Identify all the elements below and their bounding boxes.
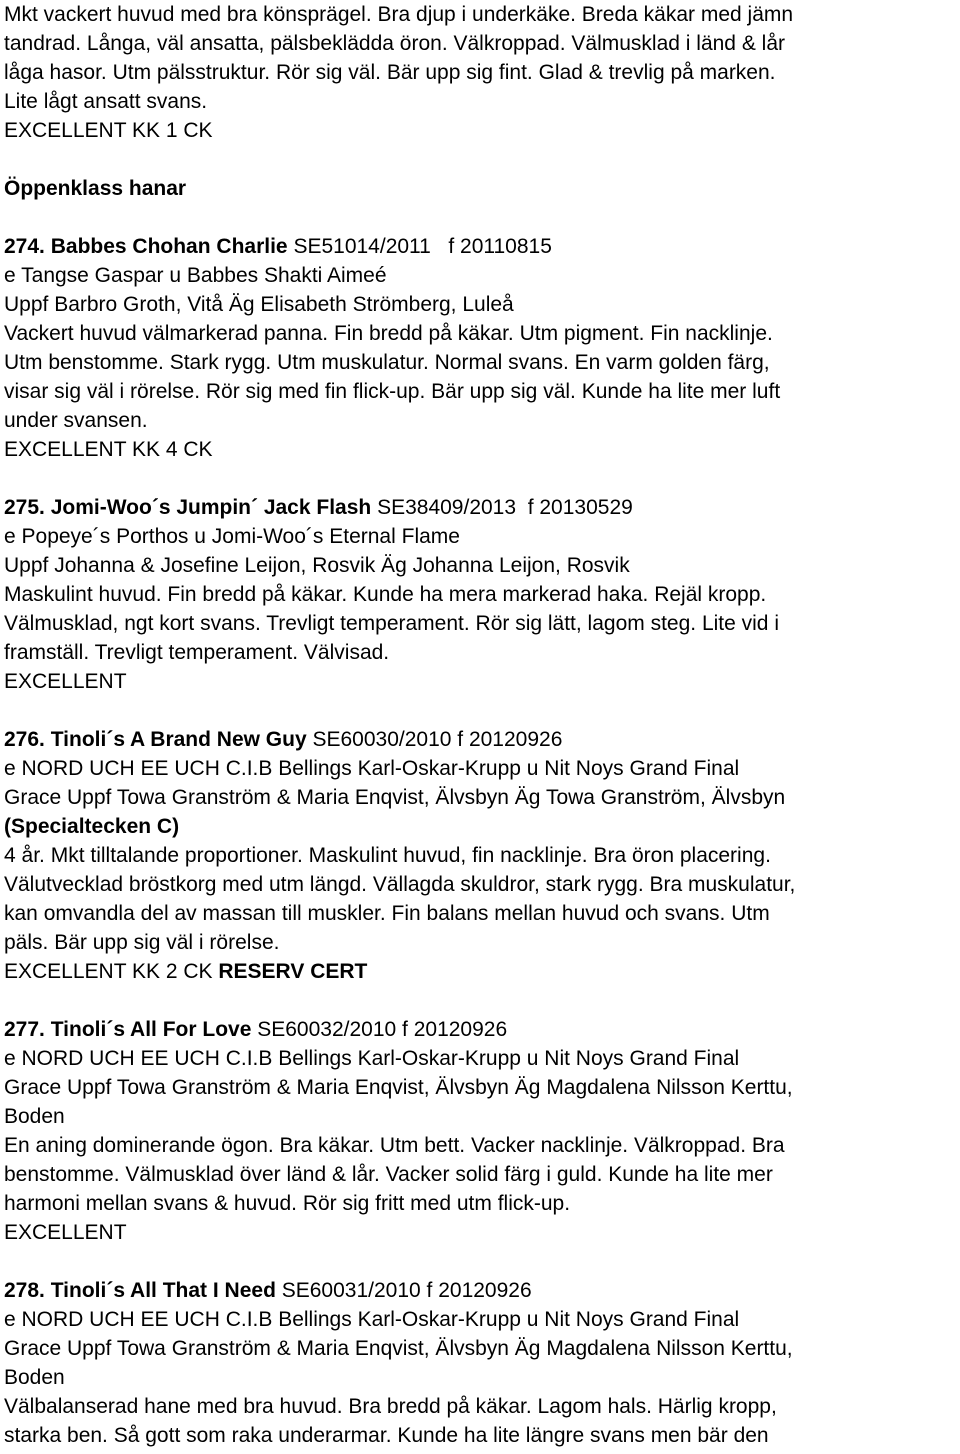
entry-line: under svansen.	[4, 409, 148, 432]
entry-result-text: EXCELLENT KK 2 CK	[4, 960, 219, 983]
entry-274	[4, 232, 960, 464]
entry-number: 275.	[4, 496, 45, 519]
spacer	[4, 986, 960, 1015]
entry-number: 278.	[4, 1279, 45, 1302]
entry-result: EXCELLENT	[4, 670, 127, 693]
entry-registration: SE60032/2010 f 20120926	[251, 1018, 508, 1041]
entry-result	[4, 957, 960, 986]
entry-line: e Tangse Gaspar u Babbes Shakti Aimeé	[4, 264, 387, 287]
entry-line: 4 år. Mkt tilltalande proportioner. Maskulint huvud, fin nacklinje. Bra öron placering.	[4, 844, 771, 867]
entry-line: e NORD UCH EE UCH C.I.B Bellings Karl-Oskar-Krupp u Nit Noys Grand Final	[4, 757, 740, 780]
entry-line: benstomme. Välmusklad över länd & lår. Vacker solid färg i guld. Kunde ha lite mer	[4, 1163, 773, 1186]
entry-line: starka ben. Så gott som raka underarmar. Kunde ha lite längre svans men bär den	[4, 1424, 769, 1447]
entry-line: framställ. Trevligt temperament. Välvisad.	[4, 641, 390, 664]
entry-dog-name: Babbes Chohan Charlie	[50, 235, 288, 258]
entry-line: e NORD UCH EE UCH C.I.B Bellings Karl-Oskar-Krupp u Nit Noys Grand Final	[4, 1308, 740, 1331]
entry-line: harmoni mellan svans & huvud. Rör sig fritt med utm flick-up.	[4, 1192, 571, 1215]
entry-line: Välbalanserad hane med bra huvud. Bra bredd på käkar. Lagom hals. Härlig kropp,	[4, 1395, 777, 1418]
entry-registration: SE51014/2011 f 20110815	[287, 235, 552, 258]
entry-line: kan omvandla del av massan till muskler. Fin balans mellan huvud och svans. Utm	[4, 902, 770, 925]
entry-line: päls. Bär upp sig väl i rörelse.	[4, 931, 280, 954]
entry-line: e NORD UCH EE UCH C.I.B Bellings Karl-Oskar-Krupp u Nit Noys Grand Final	[4, 1047, 740, 1070]
entry-dog-name: Tinoli´s All That I Need	[50, 1279, 276, 1302]
intro-result: EXCELLENT KK 1 CK	[4, 119, 213, 142]
intro-block	[4, 0, 960, 145]
entry-line: Maskulint huvud. Fin bredd på käkar. Kunde ha mera markerad haka. Rejäl kropp.	[4, 583, 767, 606]
entry-result: EXCELLENT	[4, 1221, 127, 1244]
entry-line: visar sig väl i rörelse. Rör sig med fin flick-up. Bär upp sig väl. Kunde ha lite mer luft	[4, 380, 781, 403]
entry-header	[4, 493, 960, 522]
entry-header	[4, 1276, 960, 1305]
entry-header	[4, 725, 960, 754]
entry-dog-name: Tinoli´s All For Love	[50, 1018, 252, 1041]
entry-registration: SE60031/2010 f 20120926	[275, 1279, 532, 1302]
entry-278	[4, 1276, 960, 1450]
entry-line: Uppf Barbro Groth, Vitå Äg Elisabeth Strömberg, Luleå	[4, 293, 514, 316]
entry-registration: SE60030/2010 f 20120926	[306, 728, 563, 751]
spacer	[4, 464, 960, 493]
spacer	[4, 203, 960, 232]
entry-registration: SE38409/2013 f 20130529	[371, 496, 633, 519]
entry-line: Boden	[4, 1105, 65, 1128]
section-heading: Öppenklass hanar	[4, 177, 187, 200]
spacer	[4, 145, 960, 174]
spacer	[4, 696, 960, 725]
entry-line: e Popeye´s Porthos u Jomi-Woo´s Eternal Flame	[4, 525, 460, 548]
entry-line: Välutvecklad bröstkorg med utm längd. Vällagda skuldror, stark rygg. Bra muskulatur,	[4, 873, 796, 896]
intro-line: Lite lågt ansatt svans.	[4, 90, 208, 113]
entry-line: Grace Uppf Towa Granström & Maria Enqvist, Älvsbyn Äg Magdalena Nilsson Kerttu,	[4, 1076, 793, 1099]
entry-special-mark: (Specialtecken C)	[4, 815, 180, 838]
entry-277	[4, 1015, 960, 1247]
intro-line: Mkt vackert huvud med bra könsprägel. Bra djup i underkäke. Breda käkar med jämn	[4, 3, 794, 26]
entry-line: Vackert huvud välmarkerad panna. Fin bredd på käkar. Utm pigment. Fin nacklinje.	[4, 322, 773, 345]
entry-276	[4, 725, 960, 986]
entry-dog-name: Jomi-Woo´s Jumpin´ Jack Flash	[50, 496, 372, 519]
entry-dog-name: Tinoli´s A Brand New Guy	[50, 728, 307, 751]
intro-line: låga hasor. Utm pälsstruktur. Rör sig väl. Bär upp sig fint. Glad & trevlig på marken.	[4, 61, 776, 84]
entry-line: Välmusklad, ngt kort svans. Trevligt temperament. Rör sig lätt, lagom steg. Lite vid i	[4, 612, 779, 635]
entry-line: Grace Uppf Towa Granström & Maria Enqvist, Älvsbyn Äg Magdalena Nilsson Kerttu,	[4, 1337, 793, 1360]
entry-275	[4, 493, 960, 696]
entry-line: En aning dominerande ögon. Bra käkar. Utm bett. Vacker nacklinje. Välkroppad. Bra	[4, 1134, 785, 1157]
entry-line: Boden	[4, 1366, 65, 1389]
entry-result-award: RESERV CERT	[218, 960, 368, 983]
entry-line: Utm benstomme. Stark rygg. Utm muskulatur. Normal svans. En varm golden färg,	[4, 351, 770, 374]
entry-header	[4, 232, 960, 261]
entry-number: 276.	[4, 728, 45, 751]
entry-line: Uppf Johanna & Josefine Leijon, Rosvik Äg Johanna Leijon, Rosvik	[4, 554, 630, 577]
entry-result: EXCELLENT KK 4 CK	[4, 438, 213, 461]
entry-header	[4, 1015, 960, 1044]
entry-line: Grace Uppf Towa Granström & Maria Enqvist, Älvsbyn Äg Towa Granström, Älvsbyn	[4, 786, 786, 809]
intro-line: tandrad. Långa, väl ansatta, pälsbeklädda öron. Välkroppad. Välmusklad i länd & lår	[4, 32, 785, 55]
entry-number: 274.	[4, 235, 45, 258]
spacer	[4, 1247, 960, 1276]
entry-number: 277.	[4, 1018, 45, 1041]
